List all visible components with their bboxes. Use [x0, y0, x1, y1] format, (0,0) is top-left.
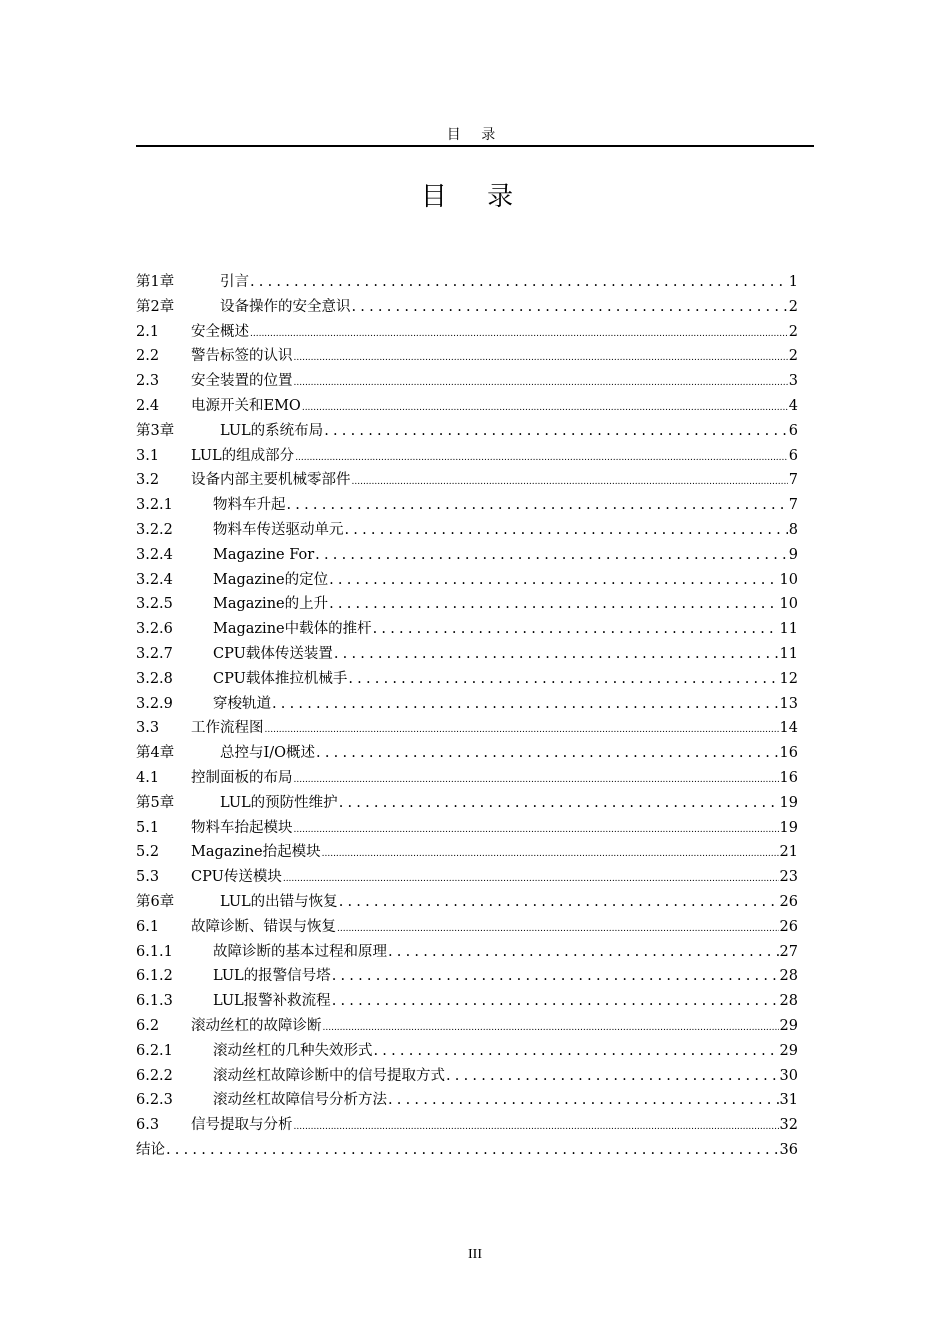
toc-entry-number: 3.2.6 [136, 621, 173, 638]
toc-entry[interactable] [136, 543, 798, 568]
toc-entry-page: 12 [779, 670, 798, 687]
toc-entry-number: 4.1 [136, 769, 160, 786]
toc-entry-title: 滚动丝杠故障诊断中的信号提取方式 [213, 1067, 445, 1084]
toc-entry[interactable] [136, 270, 798, 295]
toc-dot-leader [334, 642, 779, 667]
toc-entry-number: 6.2.3 [136, 1092, 173, 1109]
toc-entry-number: 3.2.9 [136, 695, 173, 712]
toc-dot-leader [294, 816, 779, 841]
toc-dot-leader [283, 865, 779, 890]
toc-dot-leader [322, 840, 779, 865]
toc-entry-title: CPU载体传送装置 [213, 645, 333, 662]
toc-dot-leader [339, 890, 779, 915]
toc-entry[interactable] [136, 344, 798, 369]
toc-entry-page: 31 [779, 1092, 798, 1109]
toc-entry[interactable] [136, 493, 798, 518]
toc-entry[interactable] [136, 716, 798, 741]
toc-entry-title: 设备内部主要机械零部件 [191, 472, 351, 489]
toc-entry-number: 5.2 [136, 844, 160, 861]
toc-entry[interactable] [136, 468, 798, 493]
toc-entry-title: LUL的报警信号塔 [213, 968, 331, 985]
toc-entry-page: 6 [788, 447, 798, 464]
toc-dot-leader [166, 1138, 779, 1163]
toc-dot-leader [250, 320, 788, 345]
toc-entry-number: 2.4 [136, 397, 160, 414]
toc-entry[interactable] [136, 865, 798, 890]
toc-dot-leader [324, 419, 788, 444]
toc-entry[interactable] [136, 394, 798, 419]
toc-entry[interactable] [136, 518, 798, 543]
toc-entry-number: 6.1 [136, 918, 160, 935]
toc-entry-page: 7 [788, 472, 798, 489]
toc-entry-title: Magazine For [213, 546, 315, 563]
toc-dot-leader [352, 468, 788, 493]
toc-entry-number: 3.2.7 [136, 645, 173, 662]
toc-entry[interactable] [136, 692, 798, 717]
toc-dot-leader [332, 989, 779, 1014]
toc-entry-number: 2.3 [136, 373, 160, 390]
toc-entry-number: 6.3 [136, 1117, 160, 1134]
toc-entry[interactable] [136, 1039, 798, 1064]
toc-entry-page: 26 [779, 893, 798, 910]
toc-dot-leader [250, 270, 788, 295]
toc-dot-leader [294, 369, 788, 394]
toc-entry[interactable] [136, 568, 798, 593]
toc-entry-page: 19 [779, 794, 798, 811]
header-rule [136, 145, 814, 147]
toc-entry[interactable] [136, 915, 798, 940]
toc-entry[interactable] [136, 964, 798, 989]
toc-entry[interactable] [136, 1088, 798, 1113]
toc-entry-page: 9 [788, 546, 798, 563]
toc-entry-number: 第6章 [136, 893, 175, 910]
toc-entry-page: 36 [779, 1141, 798, 1158]
toc-entry-number: 第1章 [136, 274, 175, 290]
toc-entry-number: 2.2 [136, 348, 160, 365]
toc-entry-number: 第2章 [136, 298, 175, 315]
toc-list [136, 270, 798, 1163]
toc-entry-page: 16 [779, 769, 798, 786]
toc-entry-page: 26 [779, 918, 798, 935]
toc-entry-page: 27 [779, 943, 798, 960]
toc-entry-title: 工作流程图 [191, 720, 264, 737]
toc-entry-number: 3.2.2 [136, 521, 173, 538]
toc-entry-number: 3.2.8 [136, 670, 173, 687]
toc-entry[interactable] [136, 295, 798, 320]
toc-dot-leader [339, 791, 779, 816]
toc-dot-leader [294, 1113, 779, 1138]
toc-entry-title: 故障诊断的基本过程和原理 [213, 943, 387, 960]
toc-dot-leader [294, 766, 779, 791]
toc-entry-page: 10 [779, 571, 798, 588]
toc-dot-leader [388, 1088, 779, 1113]
toc-dot-leader [272, 692, 779, 717]
toc-entry-title: 穿梭轨道 [213, 695, 271, 712]
toc-dot-leader [295, 444, 788, 469]
toc-entry-page: 21 [779, 844, 798, 861]
toc-entry-number: 2.1 [136, 323, 160, 340]
toc-entry-title: Magazine抬起模块 [191, 844, 321, 861]
toc-dot-leader [352, 295, 788, 320]
toc-dot-leader [332, 964, 779, 989]
toc-entry-title: 总控与I/O概述 [220, 745, 316, 762]
toc-entry-page: 29 [779, 1017, 798, 1034]
toc-entry[interactable] [136, 940, 798, 965]
running-header: 目 录 [446, 127, 504, 143]
toc-entry[interactable] [136, 1138, 798, 1163]
toc-entry[interactable] [136, 1113, 798, 1138]
toc-entry[interactable] [136, 791, 798, 816]
toc-entry-number: 6.1.2 [136, 968, 173, 985]
toc-dot-leader [388, 940, 779, 965]
toc-dot-leader [337, 915, 779, 940]
toc-dot-leader [287, 493, 788, 518]
toc-entry-title: 控制面板的布局 [191, 769, 293, 786]
toc-entry-title: Magazine中载体的推杆 [213, 621, 372, 638]
toc-entry-page: 13 [779, 695, 798, 712]
toc-entry-title: 滚动丝杠的故障诊断 [191, 1017, 322, 1034]
toc-entry-title: 故障诊断、错误与恢复 [191, 918, 336, 935]
toc-entry-page: 11 [779, 621, 798, 638]
toc-dot-leader [329, 568, 778, 593]
page-number: III [468, 1247, 482, 1262]
toc-entry-page: 28 [779, 968, 798, 985]
toc-entry[interactable] [136, 840, 798, 865]
toc-entry-title: 物料车升起 [213, 497, 286, 514]
toc-entry-number: 6.2 [136, 1017, 160, 1034]
toc-entry-page: 4 [788, 397, 798, 414]
toc-entry[interactable] [136, 369, 798, 394]
toc-entry-title: 设备操作的安全意识 [220, 298, 351, 315]
toc-dot-leader [348, 667, 778, 692]
toc-entry-title: LUL的组成部分 [191, 447, 295, 464]
toc-entry[interactable] [136, 1014, 798, 1039]
toc-entry-number: 6.2.1 [136, 1042, 173, 1059]
toc-entry-title: LUL的出错与恢复 [220, 893, 338, 910]
toc-entry-title: CPU载体推拉机械手 [213, 670, 348, 687]
toc-entry-number: 3.2.4 [136, 571, 173, 588]
toc-entry-page: 1 [788, 274, 798, 290]
toc-entry-page: 23 [779, 869, 798, 886]
toc-entry[interactable] [136, 989, 798, 1014]
toc-entry-number: 5.3 [136, 869, 160, 886]
toc-entry[interactable] [136, 667, 798, 692]
toc-entry-page: 2 [788, 298, 798, 315]
toc-entry-page: 16 [779, 745, 798, 762]
toc-entry-number: 6.1.1 [136, 943, 173, 960]
toc-entry-number: 3.2 [136, 472, 160, 489]
toc-entry-title: 物料车抬起模块 [191, 819, 293, 836]
toc-dot-leader [446, 1064, 779, 1089]
toc-entry-page: 2 [788, 323, 798, 340]
toc-entry-page: 6 [788, 422, 798, 439]
toc-entry-title: Magazine的上升 [213, 596, 329, 613]
toc-entry-title: 安全装置的位置 [191, 373, 293, 390]
toc-dot-leader [294, 344, 788, 369]
toc-entry-page: 29 [779, 1042, 798, 1059]
toc-entry-page: 28 [779, 993, 798, 1010]
toc-entry-number: 第5章 [136, 794, 175, 811]
toc-entry[interactable] [136, 419, 798, 444]
toc-entry[interactable] [136, 642, 798, 667]
toc-dot-leader [374, 1039, 779, 1064]
toc-entry-page: 19 [779, 819, 798, 836]
toc-entry-title: Magazine的定位 [213, 571, 329, 588]
toc-entry[interactable] [136, 816, 798, 841]
toc-dot-leader [345, 518, 788, 543]
toc-entry-number: 3.1 [136, 447, 160, 464]
toc-dot-leader [265, 716, 779, 741]
toc-dot-leader [373, 617, 779, 642]
toc-dot-leader [329, 592, 778, 617]
toc-entry-page: 30 [779, 1067, 798, 1084]
toc-entry-number: 3.3 [136, 720, 160, 737]
toc-entry-title: CPU传送模块 [191, 869, 282, 886]
toc-entry-number: 5.1 [136, 819, 160, 836]
toc-entry[interactable] [136, 617, 798, 642]
toc-entry[interactable] [136, 741, 798, 766]
toc-entry-title: 电源开关和EMO [191, 397, 301, 414]
toc-entry[interactable] [136, 766, 798, 791]
toc-entry[interactable] [136, 1064, 798, 1089]
toc-entry-title: 滚动丝杠的几种失效形式 [213, 1042, 373, 1059]
toc-entry-page: 3 [788, 373, 798, 390]
toc-dot-leader [315, 543, 788, 568]
toc-entry[interactable] [136, 890, 798, 915]
toc-entry-title: LUL报警补救流程 [213, 993, 331, 1010]
toc-entry-title: LUL的系统布局 [220, 422, 324, 439]
toc-dot-leader [302, 394, 788, 419]
toc-entry-number: 3.2.4 [136, 546, 173, 563]
toc-title: 目 录 [420, 182, 530, 212]
toc-entry-number: 3.2.1 [136, 497, 173, 514]
toc-entry[interactable] [136, 592, 798, 617]
toc-entry-number: 6.1.3 [136, 993, 173, 1010]
toc-entry[interactable] [136, 320, 798, 345]
toc-entry-page: 32 [779, 1117, 798, 1134]
toc-entry[interactable] [136, 444, 798, 469]
toc-entry-title: 信号提取与分析 [191, 1117, 293, 1134]
toc-entry-title: 引言 [220, 274, 249, 290]
toc-entry-title: LUL的预防性维护 [220, 794, 338, 811]
toc-entry-title: 物料车传送驱动单元 [213, 521, 344, 538]
toc-entry-title: 结论 [136, 1141, 165, 1158]
toc-entry-page: 11 [779, 645, 798, 662]
toc-entry-number: 3.2.5 [136, 596, 173, 613]
toc-entry-page: 8 [788, 521, 798, 538]
toc-entry-title: 警告标签的认识 [191, 348, 293, 365]
toc-entry-number: 6.2.2 [136, 1067, 173, 1084]
toc-dot-leader [323, 1014, 779, 1039]
toc-entry-page: 10 [779, 596, 798, 613]
toc-dot-leader [316, 741, 779, 766]
toc-entry-page: 2 [788, 348, 798, 365]
toc-entry-title: 滚动丝杠故障信号分析方法 [213, 1092, 387, 1109]
toc-entry-title: 安全概述 [191, 323, 249, 340]
toc-entry-page: 7 [788, 497, 798, 514]
toc-entry-number: 第3章 [136, 422, 175, 439]
toc-entry-number: 第4章 [136, 745, 175, 762]
toc-entry-page: 14 [779, 720, 798, 737]
